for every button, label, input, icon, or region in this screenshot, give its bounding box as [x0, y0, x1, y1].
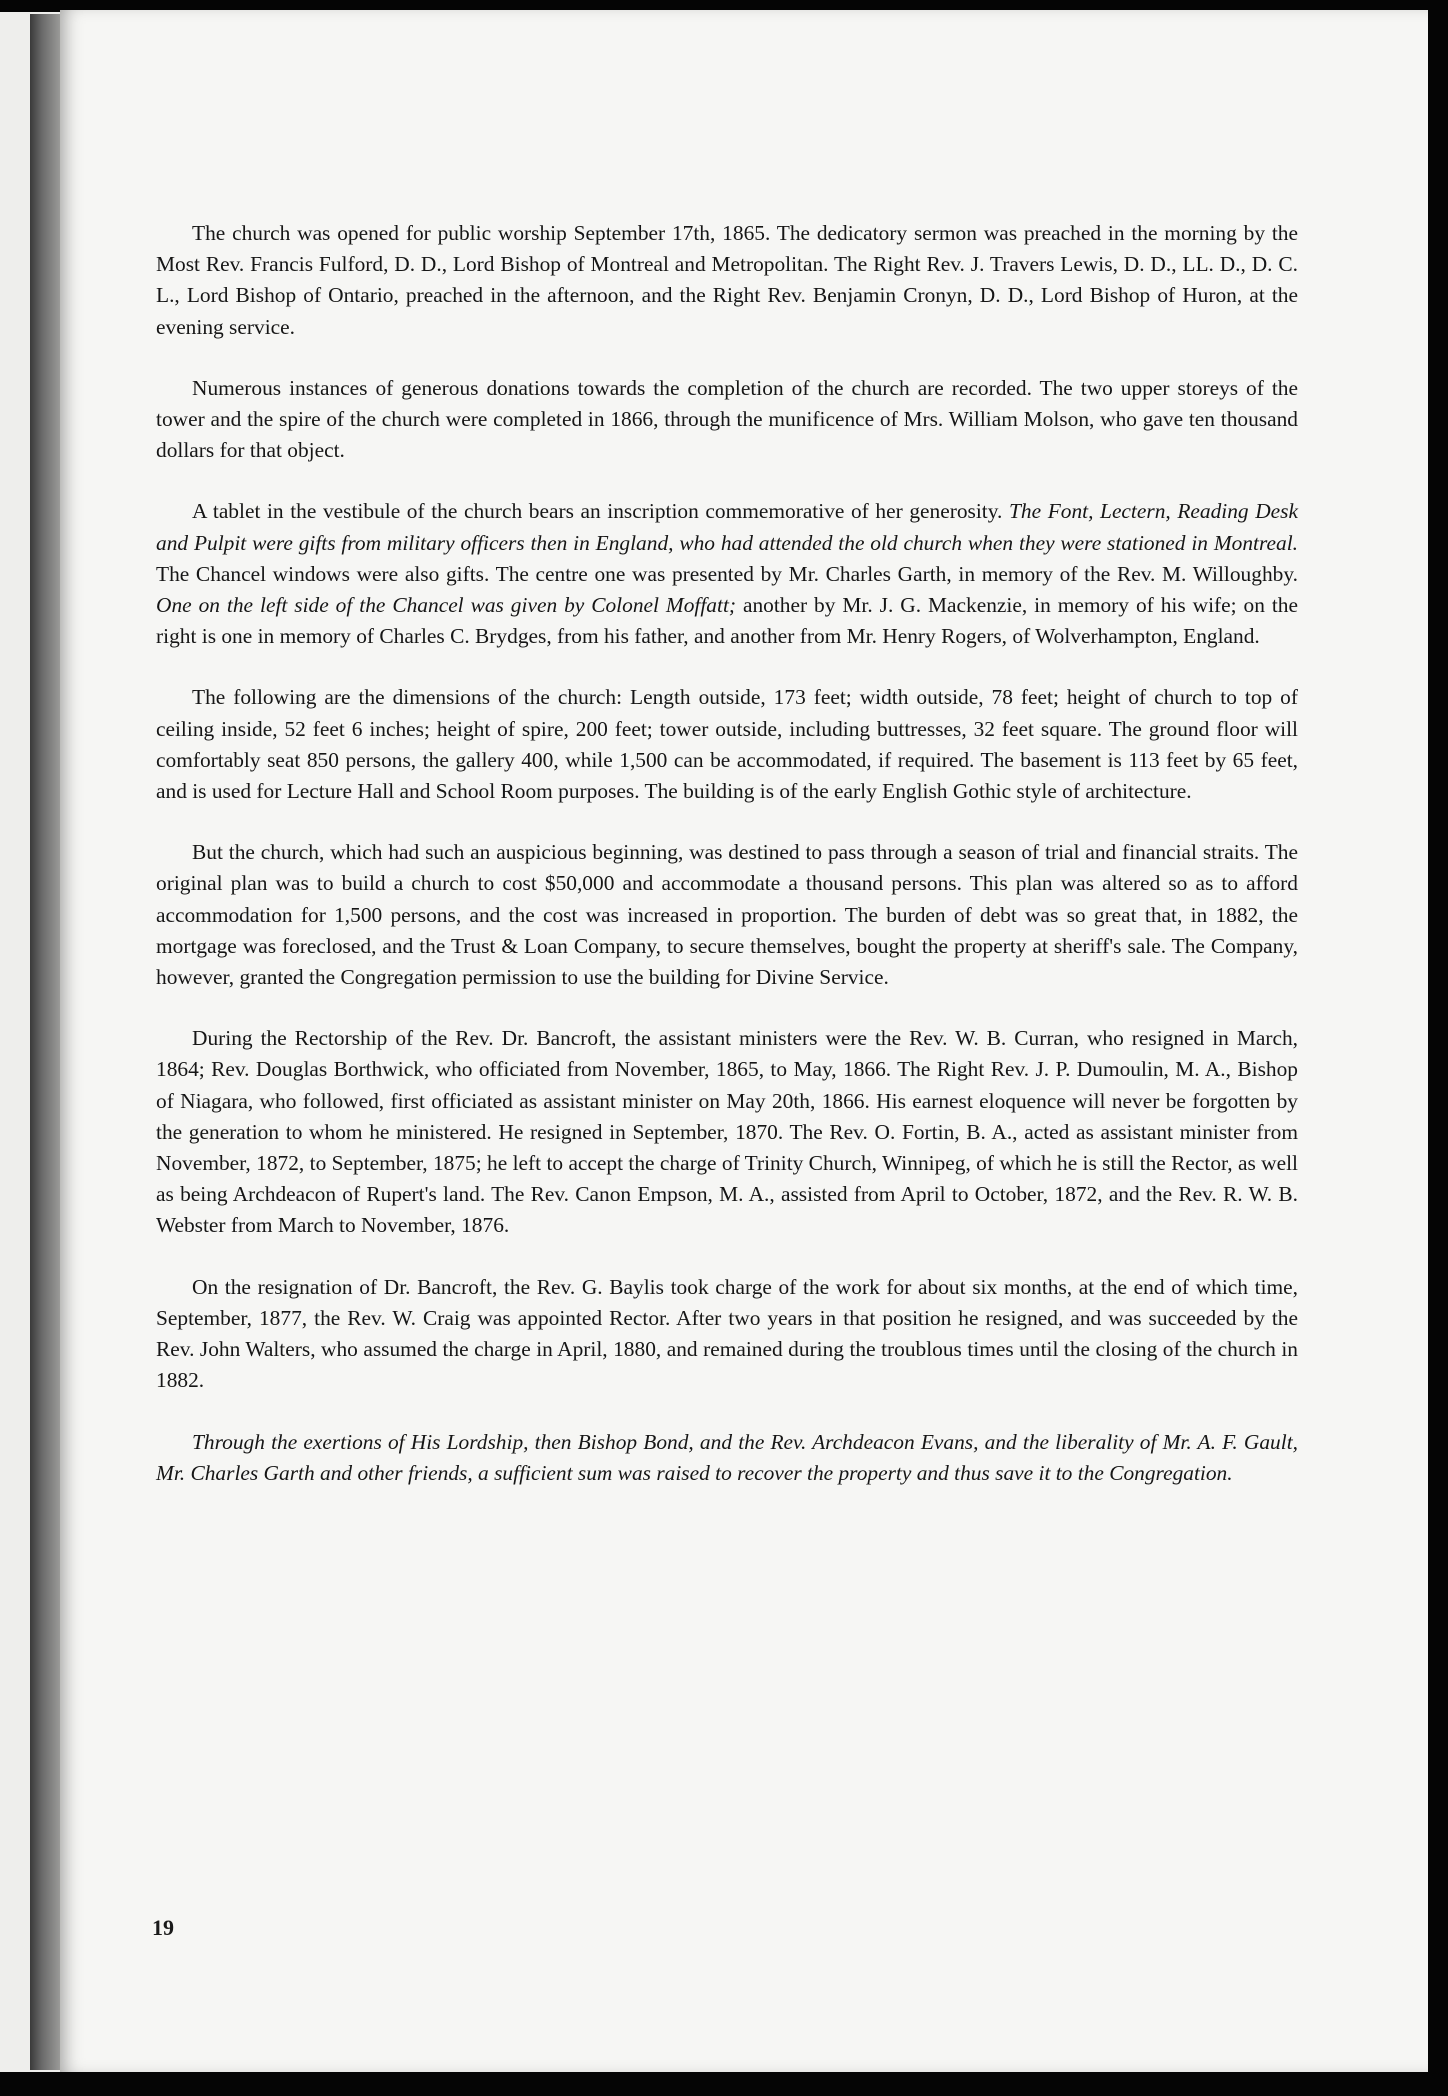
- paragraph-text: Numerous instances of generous donations towards the completion of the church are recorded. The two upper storeys of the tower and the spire of the church were completed in 1866, through the munificence of Mrs. William Molson, who gave ten thousand dollars for that object.: [156, 375, 1298, 463]
- page-number: 19: [152, 1915, 174, 1940]
- book-page: [60, 10, 1428, 2072]
- paragraph-assistant-ministers: [156, 1023, 1298, 1241]
- paragraph-text: But the church, which had such an auspicious beginning, was destined to pass through a season of trial and financial straits. The original plan was to build a church to cost $50,000 and accommodate a thousand persons. This plan was altered so as to afford accommodation for 1,500 persons, and the cost was increased in proportion. The burden of debt was so great that, in 1882, the mortgage was foreclosed, and the Trust & Loan Company, to secure themselves, bought the property at sheriff's sale. The Company, however, granted the Congregation permission to use the building for Divine Service.: [156, 840, 1298, 990]
- italic-text: One on the left side of the Chancel was given by Colonel Moffatt;: [156, 593, 737, 618]
- paragraph-text: another by Mr. J. G. Mackenzie, in memory of his wife; on the right is one in memory of Charles C. Brydges, from his father, and another from Mr. Henry Rogers, of Wolverhampton, England.: [156, 593, 1298, 649]
- paragraph-text: The following are the dimensions of the church: Length outside, 173 feet; width outside, 78 feet; height of church to top of ceiling inside, 52 feet 6 inches; height of spire, 200 feet; tower outside, including buttresses, 32 feet square. The ground floor will comfortably seat 850 persons, the gallery 400, while 1,500 can be accommodated, if required. The basement is 113 feet by 65 feet, and is used for Lecture Hall and School Room purposes. The building is of the early English Gothic style of architecture.: [156, 685, 1298, 804]
- book-gutter: [30, 14, 60, 2070]
- paragraph-text: A tablet in the vestibule of the church bears an inscription commemorative of her generosity.: [192, 499, 1009, 524]
- paragraph-tablet: [156, 496, 1298, 652]
- italic-text: Through the exertions of His Lordship, then Bishop Bond, and the Rev. Archdeacon Evans, and the liberality of Mr. A. F. Gault, Mr. Charles Garth and other friends, a sufficient sum was raised to recover the property and thus save it to the Congregation.: [156, 1429, 1298, 1485]
- paragraph-text: The Chancel windows were also gifts. The centre one was presented by Mr. Charles Garth, in memory of the Rev. M. Willoughby.: [156, 561, 1298, 586]
- paragraph-financial-straits: [156, 837, 1298, 993]
- paragraph-donations: [156, 373, 1298, 467]
- paragraph-text: During the Rectorship of the Rev. Dr. Bancroft, the assistant ministers were the Rev. W. B. Curran, who resigned in March, 1864; Rev. Douglas Borthwick, who officiated from November, 1865, to May, 1866. The Right Rev. J. P. Dumoulin, M. A., Bishop of Niagara, who followed, first officiated as assistant minister on May 20th, 1866. His earnest eloquence will never be forgotten by the generation to whom he ministered. He resigned in September, 1870. The Rev. O. Fortin, B. A., acted as assistant minister from November, 1872, to September, 1875; he left to accept the charge of Trinity Church, Winnipeg, of which he is still the Rector, as well as being Archdeacon of Rupert's land. The Rev. Canon Empson, M. A., assisted from April to October, 1872, and the Rev. R. W. B. Webster from March to November, 1876.: [156, 1026, 1298, 1238]
- paragraph-dimensions: [156, 682, 1298, 807]
- paragraph-opening: [156, 218, 1298, 343]
- paragraph-resignation: [156, 1272, 1298, 1397]
- italic-text: The Font, Lectern, Reading Desk and Pulpit were gifts from military officers then in England, who had attended the old church when they were stationed in Montreal.: [156, 499, 1298, 555]
- paragraph-text: On the resignation of Dr. Bancroft, the Rev. G. Baylis took charge of the work for about six months, at the end of which time, September, 1877, the Rev. W. Craig was appointed Rector. After two years in that position he resigned, and was succeeded by the Rev. John Walters, who assumed the charge in April, 1880, and remained during the troublous times until the closing of the church in 1882.: [156, 1274, 1298, 1393]
- body-text: [156, 218, 1298, 1489]
- paragraph-text: The church was opened for public worship September 17th, 1865. The dedicatory sermon was preached in the morning by the Most Rev. Francis Fulford, D. D., Lord Bishop of Montreal and Metropolitan. The Right Rev. J. Travers Lewis, D. D., LL. D., D. C. L., Lord Bishop of Ontario, preached in the afternoon, and the Right Rev. Benjamin Cronyn, D. D., Lord Bishop of Huron, at the evening service.: [156, 221, 1298, 339]
- paragraph-recovery: [156, 1427, 1298, 1489]
